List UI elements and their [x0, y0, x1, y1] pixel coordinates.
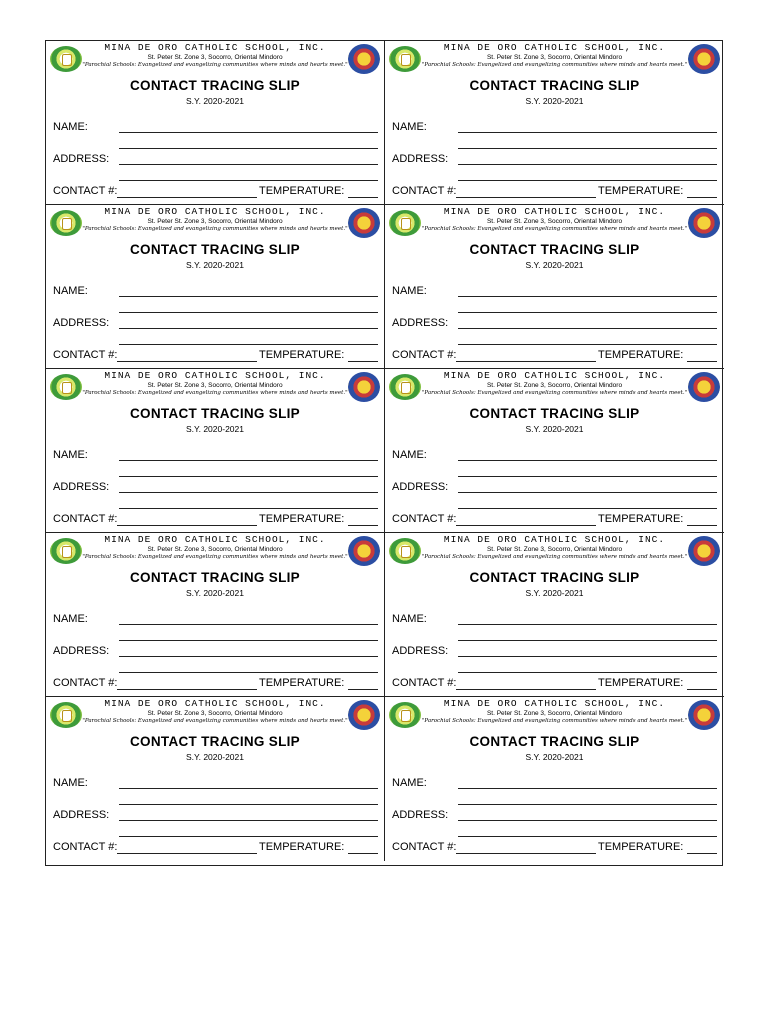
name-line-2[interactable]	[119, 804, 378, 805]
school-seal-logo	[389, 702, 421, 728]
address-line[interactable]	[458, 656, 717, 657]
name-label: NAME:	[53, 285, 88, 297]
name-line-2[interactable]	[458, 312, 717, 313]
address-label: ADDRESS:	[392, 809, 449, 821]
contact-line[interactable]	[456, 197, 596, 198]
address-line[interactable]	[119, 492, 378, 493]
parochial-schools-logo	[348, 208, 380, 238]
school-address: St. Peter St. Zone 3, Socorro, Oriental Mindoro	[486, 546, 623, 553]
slip-title: CONTACT TRACING SLIP	[130, 242, 300, 257]
address-label: ADDRESS:	[392, 481, 449, 493]
temperature-label: TEMPERATURE:	[598, 349, 684, 361]
contact-line[interactable]	[456, 361, 596, 362]
parochial-schools-logo	[688, 372, 720, 402]
school-seal-logo	[389, 46, 421, 72]
temperature-line[interactable]	[687, 197, 717, 198]
parochial-schools-logo	[348, 700, 380, 730]
contact-tracing-slip-7	[46, 533, 385, 697]
school-seal-logo	[389, 538, 421, 564]
name-line[interactable]	[119, 460, 378, 461]
contact-tracing-slip-5	[46, 369, 385, 533]
school-name: MINA DE ORO CATHOLIC SCHOOL, INC.	[443, 42, 666, 53]
temperature-label: TEMPERATURE:	[259, 677, 345, 689]
contact-label: CONTACT #:	[53, 513, 118, 525]
school-name: MINA DE ORO CATHOLIC SCHOOL, INC.	[443, 698, 666, 709]
address-line-2[interactable]	[458, 672, 717, 673]
name-line-2[interactable]	[458, 148, 717, 149]
temperature-label: TEMPERATURE:	[598, 841, 684, 853]
name-label: NAME:	[392, 285, 427, 297]
name-line[interactable]	[458, 624, 717, 625]
name-label: NAME:	[53, 777, 88, 789]
name-line-2[interactable]	[458, 640, 717, 641]
contact-label: CONTACT #:	[392, 185, 457, 197]
slip-title: CONTACT TRACING SLIP	[130, 406, 300, 421]
address-line[interactable]	[458, 328, 717, 329]
school-motto: "Parochial Schools: Evangelized and evangelizing communities where minds and hearts meet."	[421, 390, 688, 396]
address-line[interactable]	[119, 656, 378, 657]
temperature-line[interactable]	[348, 853, 378, 854]
school-year: S.Y. 2020-2021	[186, 260, 244, 270]
name-label: NAME:	[392, 121, 427, 133]
school-seal-logo	[50, 538, 82, 564]
address-line-2[interactable]	[458, 508, 717, 509]
school-year: S.Y. 2020-2021	[525, 588, 584, 598]
name-line[interactable]	[458, 132, 717, 133]
contact-label: CONTACT #:	[392, 349, 457, 361]
slip-title: CONTACT TRACING SLIP	[130, 734, 300, 749]
contact-tracing-slip-6	[385, 369, 724, 533]
school-motto: "Parochial Schools: Evangelized and evangelizing communities where minds and hearts meet."	[421, 62, 688, 68]
name-line-2[interactable]	[119, 148, 378, 149]
contact-label: CONTACT #:	[53, 677, 118, 689]
school-motto: "Parochial Schools: Evangelized and evangelizing communities where minds and hearts meet."	[421, 554, 688, 560]
name-line[interactable]	[119, 788, 378, 789]
address-line-2[interactable]	[119, 344, 378, 345]
address-line[interactable]	[458, 164, 717, 165]
name-line-2[interactable]	[458, 476, 717, 477]
school-name: MINA DE ORO CATHOLIC SCHOOL, INC.	[104, 206, 326, 217]
temperature-line[interactable]	[687, 361, 717, 362]
parochial-schools-logo	[688, 208, 720, 238]
school-address: St. Peter St. Zone 3, Socorro, Oriental Mindoro	[147, 382, 283, 389]
slip-title: CONTACT TRACING SLIP	[469, 734, 640, 749]
name-line-2[interactable]	[119, 312, 378, 313]
school-motto: "Parochial Schools: Evangelized and evangelizing communities where minds and hearts meet."	[82, 226, 348, 232]
school-motto: "Parochial Schools: Evangelized and evangelizing communities where minds and hearts meet."	[82, 390, 348, 396]
school-address: St. Peter St. Zone 3, Socorro, Oriental Mindoro	[486, 218, 623, 225]
contact-line[interactable]	[117, 525, 257, 526]
address-line[interactable]	[119, 820, 378, 821]
address-label: ADDRESS:	[392, 317, 449, 329]
school-address: St. Peter St. Zone 3, Socorro, Oriental Mindoro	[147, 710, 283, 717]
contact-line[interactable]	[456, 525, 596, 526]
parochial-schools-logo	[688, 44, 720, 74]
contact-tracing-slip-2	[385, 41, 724, 205]
contact-line[interactable]	[117, 197, 257, 198]
parochial-schools-logo	[688, 700, 720, 730]
address-line[interactable]	[119, 164, 378, 165]
address-label: ADDRESS:	[53, 153, 110, 165]
contact-tracing-slip-3	[46, 205, 385, 369]
name-line[interactable]	[119, 624, 378, 625]
name-label: NAME:	[392, 777, 427, 789]
temperature-label: TEMPERATURE:	[259, 349, 345, 361]
parochial-schools-logo	[348, 536, 380, 566]
school-seal-logo	[50, 46, 82, 72]
school-year: S.Y. 2020-2021	[186, 96, 244, 106]
school-motto: "Parochial Schools: Evangelized and evangelizing communities where minds and hearts meet."	[421, 226, 688, 232]
parochial-schools-logo	[688, 536, 720, 566]
contact-tracing-sheet	[45, 40, 723, 866]
school-motto: "Parochial Schools: Evangelized and evangelizing communities where minds and hearts meet."	[82, 554, 348, 560]
school-year: S.Y. 2020-2021	[525, 96, 584, 106]
temperature-line[interactable]	[687, 525, 717, 526]
slip-title: CONTACT TRACING SLIP	[469, 570, 640, 585]
slip-title: CONTACT TRACING SLIP	[469, 78, 640, 93]
contact-line[interactable]	[456, 689, 596, 690]
school-motto: "Parochial Schools: Evangelized and evangelizing communities where minds and hearts meet."	[82, 718, 348, 724]
school-address: St. Peter St. Zone 3, Socorro, Oriental Mindoro	[486, 710, 623, 717]
school-name: MINA DE ORO CATHOLIC SCHOOL, INC.	[443, 370, 666, 381]
contact-label: CONTACT #:	[53, 349, 118, 361]
contact-line[interactable]	[117, 361, 257, 362]
school-address: St. Peter St. Zone 3, Socorro, Oriental Mindoro	[147, 546, 283, 553]
name-line[interactable]	[119, 132, 378, 133]
school-name: MINA DE ORO CATHOLIC SCHOOL, INC.	[104, 534, 326, 545]
name-line[interactable]	[458, 460, 717, 461]
school-year: S.Y. 2020-2021	[525, 424, 584, 434]
address-label: ADDRESS:	[392, 153, 449, 165]
school-year: S.Y. 2020-2021	[186, 424, 244, 434]
school-seal-logo	[389, 374, 421, 400]
address-line-2[interactable]	[458, 344, 717, 345]
school-year: S.Y. 2020-2021	[186, 752, 244, 762]
temperature-line[interactable]	[348, 197, 378, 198]
temperature-label: TEMPERATURE:	[598, 185, 684, 197]
name-label: NAME:	[392, 613, 427, 625]
temperature-line[interactable]	[348, 525, 378, 526]
address-line[interactable]	[458, 492, 717, 493]
address-line-2[interactable]	[458, 836, 717, 837]
name-line-2[interactable]	[119, 640, 378, 641]
school-address: St. Peter St. Zone 3, Socorro, Oriental Mindoro	[486, 54, 623, 61]
school-motto: "Parochial Schools: Evangelized and evangelizing communities where minds and hearts meet."	[82, 62, 348, 68]
school-seal-logo	[50, 210, 82, 236]
address-label: ADDRESS:	[53, 481, 110, 493]
contact-label: CONTACT #:	[392, 841, 457, 853]
school-name: MINA DE ORO CATHOLIC SCHOOL, INC.	[104, 370, 326, 381]
address-label: ADDRESS:	[53, 809, 110, 821]
temperature-label: TEMPERATURE:	[259, 513, 345, 525]
contact-tracing-slip-4	[385, 205, 724, 369]
temperature-label: TEMPERATURE:	[259, 185, 345, 197]
school-address: St. Peter St. Zone 3, Socorro, Oriental Mindoro	[147, 218, 283, 225]
address-line-2[interactable]	[119, 508, 378, 509]
contact-tracing-slip-10	[385, 697, 724, 861]
temperature-line[interactable]	[348, 361, 378, 362]
school-seal-logo	[50, 374, 82, 400]
address-line-2[interactable]	[458, 180, 717, 181]
school-name: MINA DE ORO CATHOLIC SCHOOL, INC.	[104, 698, 326, 709]
address-line-2[interactable]	[119, 672, 378, 673]
name-label: NAME:	[53, 613, 88, 625]
contact-line[interactable]	[117, 853, 257, 854]
address-label: ADDRESS:	[392, 645, 449, 657]
school-seal-logo	[389, 210, 421, 236]
contact-label: CONTACT #:	[392, 677, 457, 689]
temperature-line[interactable]	[687, 689, 717, 690]
slip-title: CONTACT TRACING SLIP	[469, 406, 640, 421]
school-address: St. Peter St. Zone 3, Socorro, Oriental Mindoro	[486, 382, 623, 389]
contact-tracing-slip-9	[46, 697, 385, 861]
name-line-2[interactable]	[119, 476, 378, 477]
address-label: ADDRESS:	[53, 317, 110, 329]
parochial-schools-logo	[348, 44, 380, 74]
name-line[interactable]	[119, 296, 378, 297]
temperature-line[interactable]	[687, 853, 717, 854]
name-label: NAME:	[53, 449, 88, 461]
school-address: St. Peter St. Zone 3, Socorro, Oriental Mindoro	[147, 54, 283, 61]
school-year: S.Y. 2020-2021	[525, 752, 584, 762]
address-line[interactable]	[119, 328, 378, 329]
temperature-label: TEMPERATURE:	[259, 841, 345, 853]
temperature-label: TEMPERATURE:	[598, 513, 684, 525]
school-seal-logo	[50, 702, 82, 728]
slip-title: CONTACT TRACING SLIP	[130, 78, 300, 93]
contact-label: CONTACT #:	[392, 513, 457, 525]
address-line[interactable]	[458, 820, 717, 821]
name-label: NAME:	[53, 121, 88, 133]
temperature-line[interactable]	[348, 689, 378, 690]
school-year: S.Y. 2020-2021	[186, 588, 244, 598]
name-line-2[interactable]	[458, 804, 717, 805]
school-year: S.Y. 2020-2021	[525, 260, 584, 270]
contact-tracing-slip-1	[46, 41, 385, 205]
contact-label: CONTACT #:	[53, 185, 118, 197]
address-line-2[interactable]	[119, 836, 378, 837]
school-name: MINA DE ORO CATHOLIC SCHOOL, INC.	[443, 206, 666, 217]
address-label: ADDRESS:	[53, 645, 110, 657]
contact-label: CONTACT #:	[53, 841, 118, 853]
contact-line[interactable]	[456, 853, 596, 854]
address-line-2[interactable]	[119, 180, 378, 181]
contact-tracing-slip-8	[385, 533, 724, 697]
slip-title: CONTACT TRACING SLIP	[469, 242, 640, 257]
school-motto: "Parochial Schools: Evangelized and evangelizing communities where minds and hearts meet."	[421, 718, 688, 724]
name-label: NAME:	[392, 449, 427, 461]
name-line[interactable]	[458, 296, 717, 297]
name-line[interactable]	[458, 788, 717, 789]
slip-title: CONTACT TRACING SLIP	[130, 570, 300, 585]
contact-line[interactable]	[117, 689, 257, 690]
temperature-label: TEMPERATURE:	[598, 677, 684, 689]
school-name: MINA DE ORO CATHOLIC SCHOOL, INC.	[104, 42, 326, 53]
parochial-schools-logo	[348, 372, 380, 402]
school-name: MINA DE ORO CATHOLIC SCHOOL, INC.	[443, 534, 666, 545]
